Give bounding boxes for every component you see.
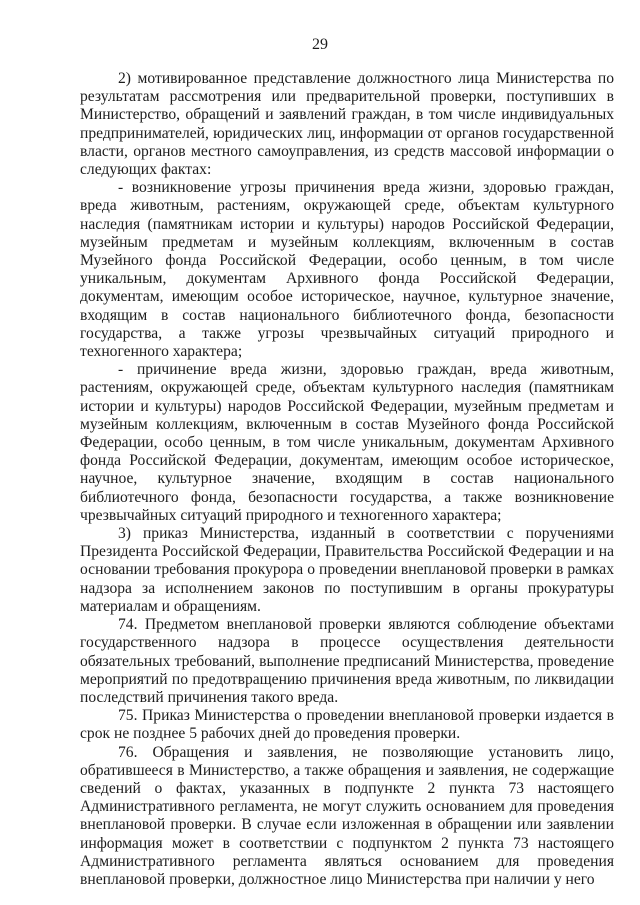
paragraph-76: 76. Обращения и заявления, не позволяющие установить лицо, обратившееся в Министерство, а также обращения и заявления, не содержащие сведений о фактах, указанных в подпункте 2 пункта 73 настоящего Административного регламента, не могут служить основанием для проведения внеплановой проверки. В случае если изложенная в обращении или заявлении информация может в соответствии с подпунктом 2 пункта 73 настоящего Административного регламента являться основанием для проведения внеплановой проверки, должностное лицо Министерства при наличии у него bbox=[80, 743, 614, 888]
paragraph-infliction-of-harm: - причинение вреда жизни, здоровью граждан, вреда животным, растениям, окружающей среде, объектам культурного наследия (памятникам истории и культуры) народов Российской Федерации, музейным предметам и музейным коллекциям, включенным в состав Музейного фонда Российской Федерации, особо ценным, в том числе уникальным, документам Архивного фонда Российской Федерации, документам, имеющим особое историческое, научное, культурное значение, входящим в состав национального библиотечного фонда, безопасности государства, а также возникновение чрезвычайных ситуаций природного и техногенного характера; bbox=[80, 361, 614, 524]
page-number: 29 bbox=[312, 36, 328, 53]
paragraph-item-3: 3) приказ Министерства, изданный в соответствии с поручениями Президента Российской Федерации, Правительства Российской Федерации и на основании требования прокурора о проведении внеплановой проверки в рамках надзора за исполнением законов по поступившим в органы прокуратуры материалам и обращениям. bbox=[80, 525, 614, 615]
document-body bbox=[80, 70, 614, 889]
paragraph-74: 74. Предметом внеплановой проверки являются соблюдение объектами государственного надзора в процессе осуществления деятельности обязательных требований, выполнение предписаний Министерства, проведение мероприятий по предотвращению причинения вреда животным, по ликвидации последствий причинения такого вреда. bbox=[80, 616, 614, 706]
paragraph-75: 75. Приказ Министерства о проведении внеплановой проверки издается в срок не позднее 5 рабочих дней до проведения проверки. bbox=[80, 707, 614, 743]
paragraph-threat-of-harm: - возникновение угрозы причинения вреда жизни, здоровью граждан, вреда животным, растениям, окружающей среде, объектам культурного наследия (памятникам истории и культуры) народов Российской Федерации, музейным предметам и музейным коллекциям, включенным в состав Музейного фонда Российской Федерации, особо ценным, в том числе уникальным, документам Архивного фонда Российской Федерации, документам, имеющим особое историческое, научное, культурное значение, входящим в состав национального библиотечного фонда, безопасности государства, а также угрозы чрезвычайных ситуаций природного и техногенного характера; bbox=[80, 179, 614, 361]
paragraph-item-2: 2) мотивированное представление должностного лица Министерства по результатам рассмотрения или предварительной проверки, поступивших в Министерство, обращений и заявлений граждан, в том числе индивидуальных предпринимателей, юридических лиц, информации от органов государственной власти, органов местного самоуправления, из средств массовой информации о следующих фактах: bbox=[80, 70, 614, 179]
